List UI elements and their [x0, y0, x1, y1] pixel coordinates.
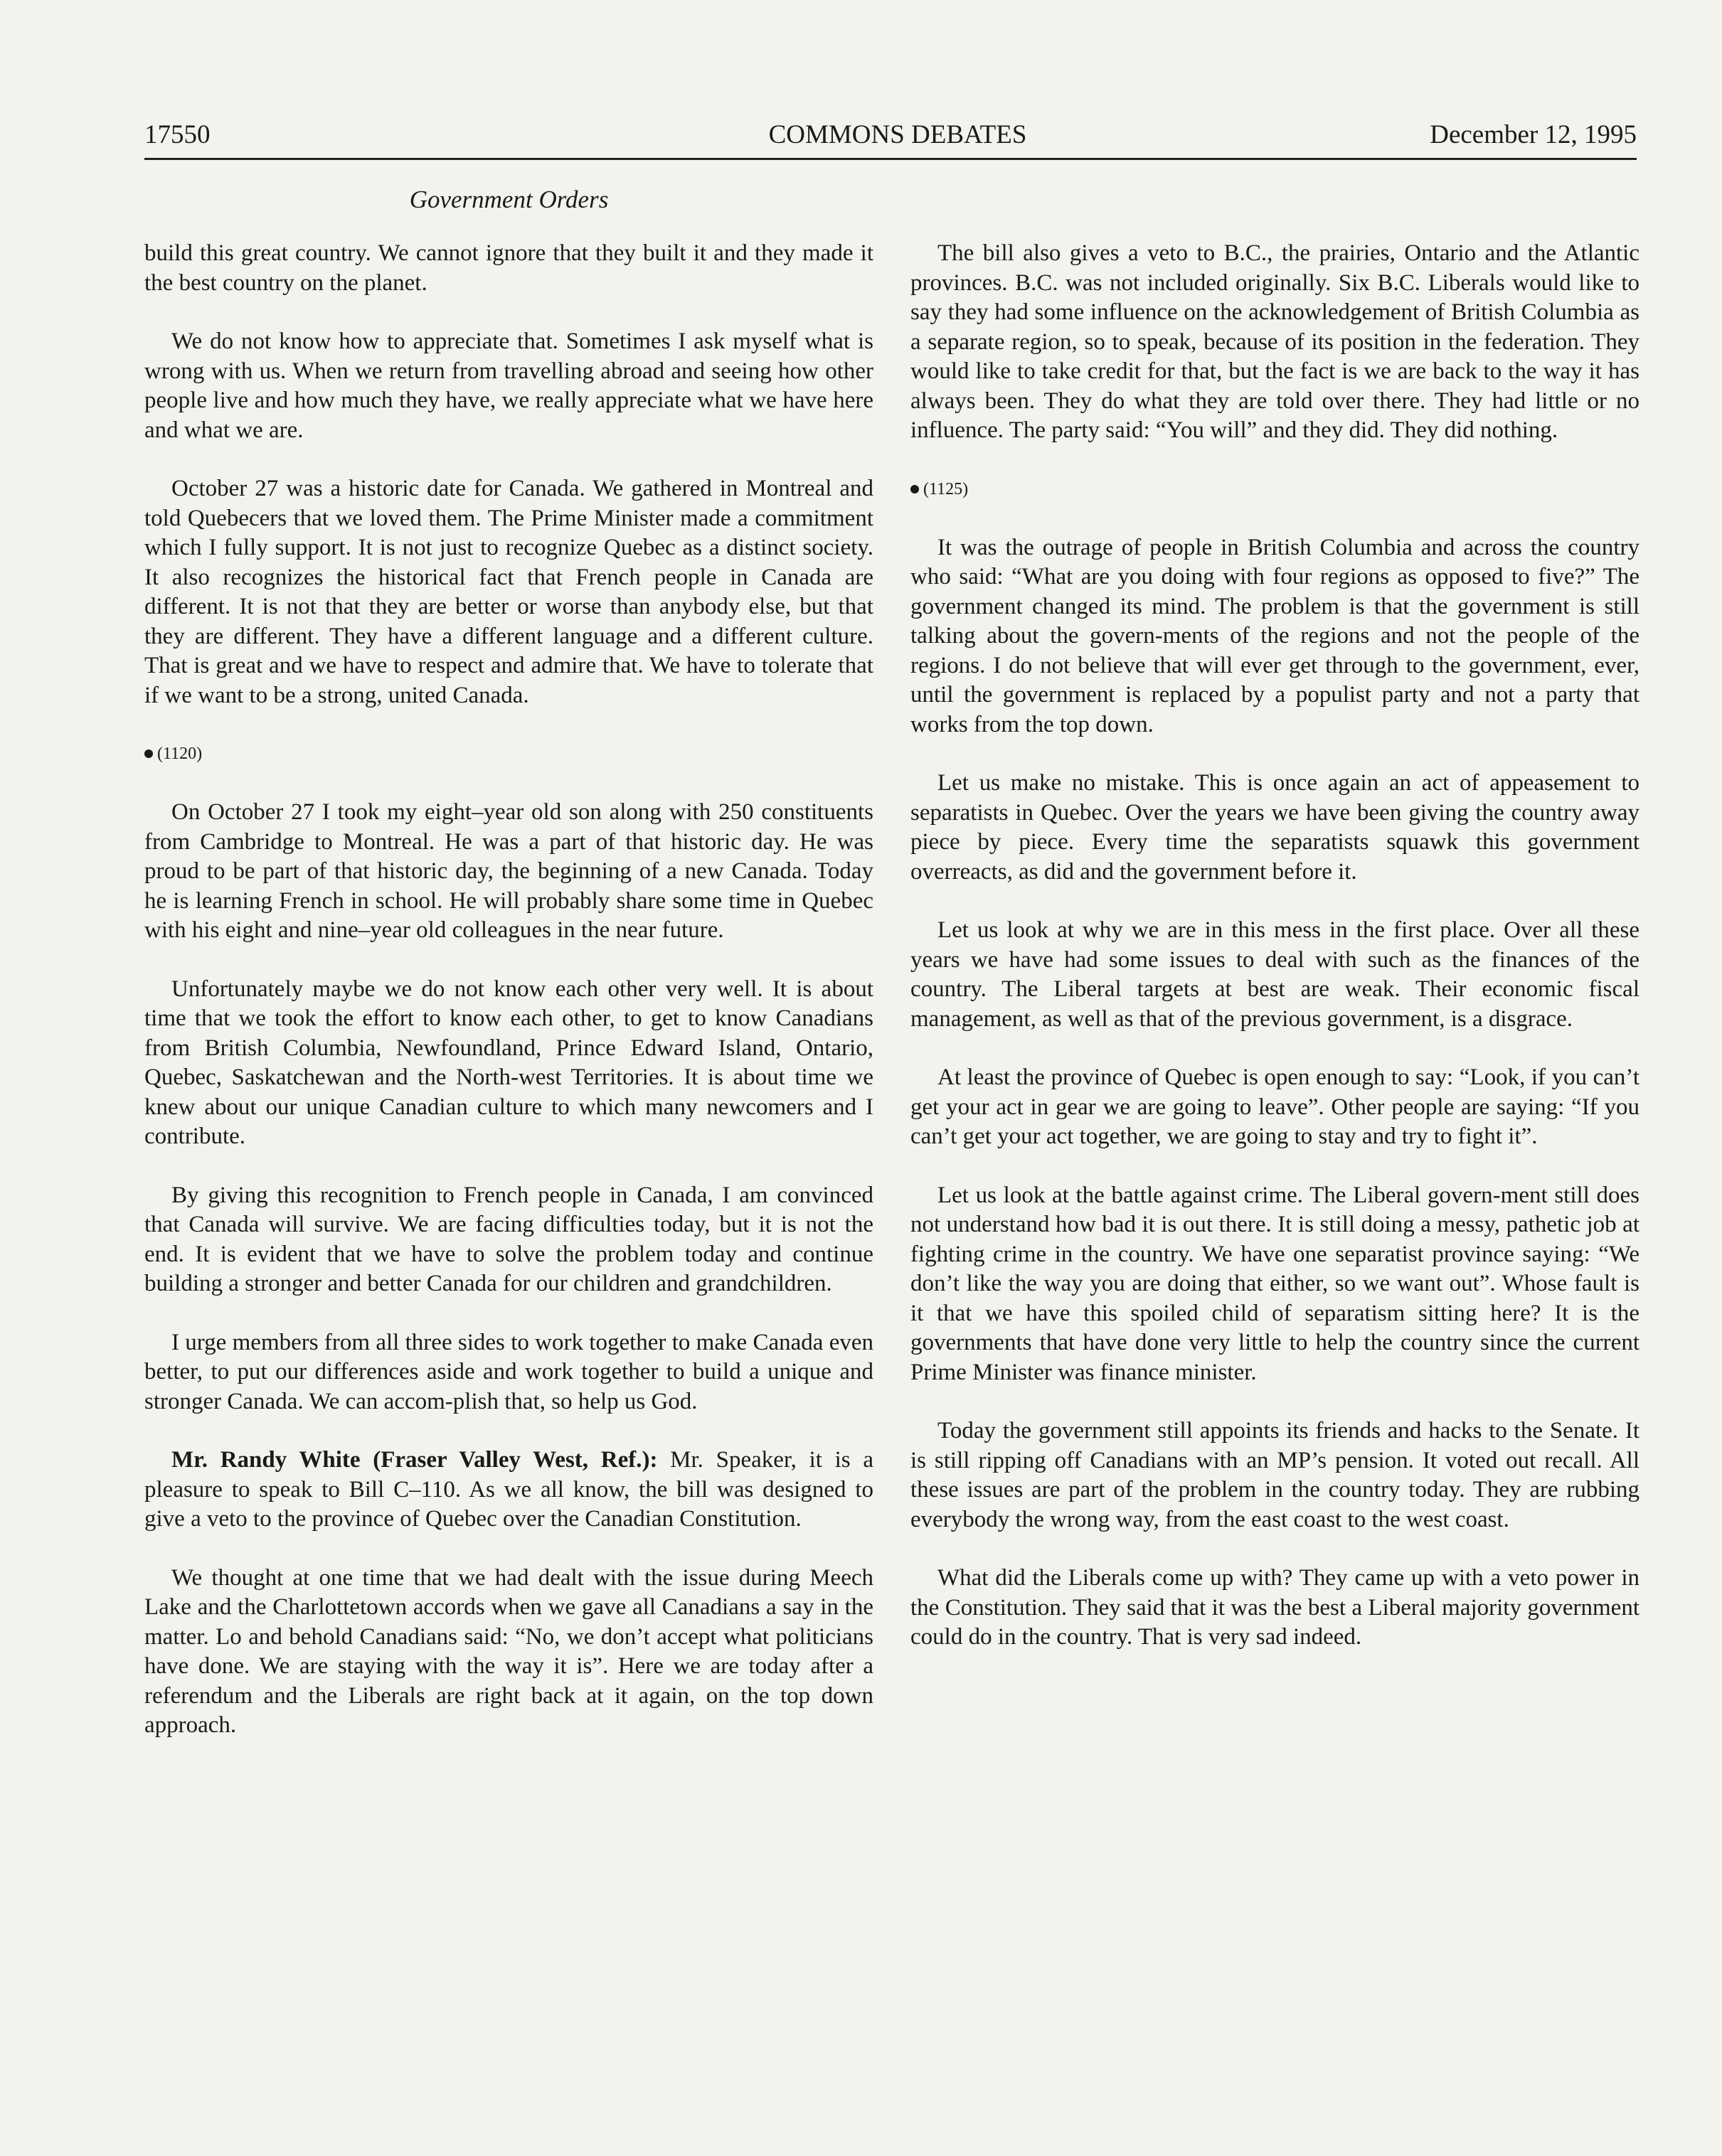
paragraph: build this great country. We cannot ignore that they built it and they made it the best country on the planet.: [144, 240, 873, 296]
speaker-paragraph: [144, 1446, 873, 1535]
page-header: [144, 114, 1637, 156]
section-title: Government Orders: [409, 186, 609, 213]
publication-date: December 12, 1995: [1430, 120, 1637, 149]
paragraph: Today the government still appoints its friends and hacks to the Senate. It is still ripping off Canadians with an MP’s pension. It voted out recall. All these issues are part of the problem in the country today. They are rubbing everybody the wrong way, from the east coast to the west coast.: [910, 1418, 1639, 1532]
paragraph: We do not know how to appreciate that. Sometimes I ask myself what is wrong with us. When we return from travelling abroad and seeing how other people live and how much they have, we really appreciate what we have here and what we are.: [144, 329, 873, 443]
paragraph: Let us make no mistake. This is once again an act of appeasement to separatists in Quebec. Over the years we have been giving the country away piece by piece. Every time the separatists squawk this government overreacts, as did and the government before it.: [910, 770, 1639, 885]
timestamp-text: (1120): [157, 745, 203, 763]
paragraph: On October 27 I took my eight–year old son along with 250 constituents from Cambridge to Montreal. He was a part of that historic day. He was proud to be part of that historic day, the beginning of a new Canada. Today he is learning French in school. He will probably share some time in Quebec with his eight and nine–year old colleagues in the near future.: [144, 799, 873, 943]
timestamp-marker: [910, 475, 1639, 504]
speaker-name: Mr. Randy White (Fraser Valley West, Ref.):: [171, 1447, 658, 1473]
paragraph: We thought at one time that we had dealt with the issue during Meech Lake and the Charlottetown accords when we gave all Canadians a say in the matter. Lo and behold Canadians said: “No, we don’t accept what politicians have done. We are staying with the way it is”. Here we are today after a referendum and the Liberals are right back at it again, on the top down approach.: [144, 1564, 873, 1738]
publication-title: COMMONS DEBATES: [768, 120, 1027, 149]
timestamp-text: (1125): [923, 479, 969, 498]
paragraph: What did the Liberals come up with? They came up with a veto power in the Constitution. They said that it was the best a Liberal majority government could do in the country. That is very sad indeed.: [910, 1565, 1639, 1650]
paragraph: By giving this recognition to French people in Canada, I am convinced that Canada will survive. We are facing difficulties today, but it is not the end. It is evident that we have to solve the problem today and continue building a stronger and better Canada for our children and grandchildren.: [144, 1182, 873, 1296]
speaker-text: Mr. Speaker, it is a pleasure to speak to Bill C–110. As we all know, the bill was designed to give a veto to the province of Quebec over the Canadian Constitution.: [144, 1447, 874, 1532]
left-column: [144, 239, 873, 1770]
paragraph: October 27 was a historic date for Canada. We gathered in Montreal and told Quebecers that we loved them. The Prime Minister made a commitment which I fully support. It is not just to recognize Quebec as a distinct society. It also recognizes the historical fact that French people in Canada are different. It is not that they are better or worse than anybody else, but that they are different. They have a different language and a different culture. That is great and we have to respect and admire that. We have to tolerate that if we want to be a strong, united Canada.: [144, 476, 873, 708]
paragraph: Let us look at the battle against crime. The Liberal govern-ment still does not understand how bad it is out there. It is still doing a messy, pathetic job at fighting crime in the country. We have one separatist province saying: “We don’t like the way you are doing that either, so we want out”. Whose fault is it that we have this spoiled child of separatism sitting here? It is the governments that have done very little to help the country since the current Prime Minister was finance minister.: [910, 1182, 1639, 1385]
header-rule: [144, 158, 1637, 160]
paragraph: The bill also gives a veto to B.C., the prairies, Ontario and the Atlantic provinces. B.C. was not included originally. Six B.C. Liberals would like to say they had some influence on the acknowledgement of British Columbia as a separate region, so to speak, because of its position in the federation. They would like to take credit for that, but the fact is we are back to the way it has always been. They do what they are told over there. They had little or no influence. The party said: “You will” and they did. They did nothing.: [910, 240, 1639, 443]
timestamp-marker: [144, 740, 873, 769]
right-column: [910, 239, 1639, 1682]
paragraph: Let us look at why we are in this mess in the first place. Over all these years we have had some issues to deal with such as the finances of the country. The Liberal targets at best are weak. Their economic fiscal management, as well as that of the previous government, is a disgrace.: [910, 917, 1639, 1032]
bullet-icon: [144, 749, 153, 758]
paragraph: Unfortunately maybe we do not know each other very well. It is about time that we took the effort to know each other, to get to know Canadians from British Columbia, Newfoundland, Prince Edward Island, Ontario, Quebec, Saskatchewan and the North-west Territories. It is about time we knew about our unique Canadian culture to which many newcomers and I contribute.: [144, 976, 873, 1149]
bullet-icon: [910, 485, 919, 493]
paragraph: It was the outrage of people in British Columbia and across the country who said: “What are you doing with four regions as opposed to five?” The government changed its mind. The problem is that the government is still talking about the govern-ments of the regions and not the people of the regions. I do not believe that will ever get through to the government, ever, until the government is replaced by a populist party and not a party that works from the top down.: [910, 534, 1639, 737]
page-number: 17550: [144, 120, 211, 149]
paragraph: I urge members from all three sides to work together to make Canada even better, to put our differences aside and work together to build a unique and stronger Canada. We can accom-plish that, so help us God.: [144, 1329, 873, 1414]
paragraph: At least the province of Quebec is open enough to say: “Look, if you can’t get your act in gear we are going to leave”. Other people are saying: “If you can’t get your act together, we are going to stay and try to fight it”.: [910, 1064, 1639, 1149]
